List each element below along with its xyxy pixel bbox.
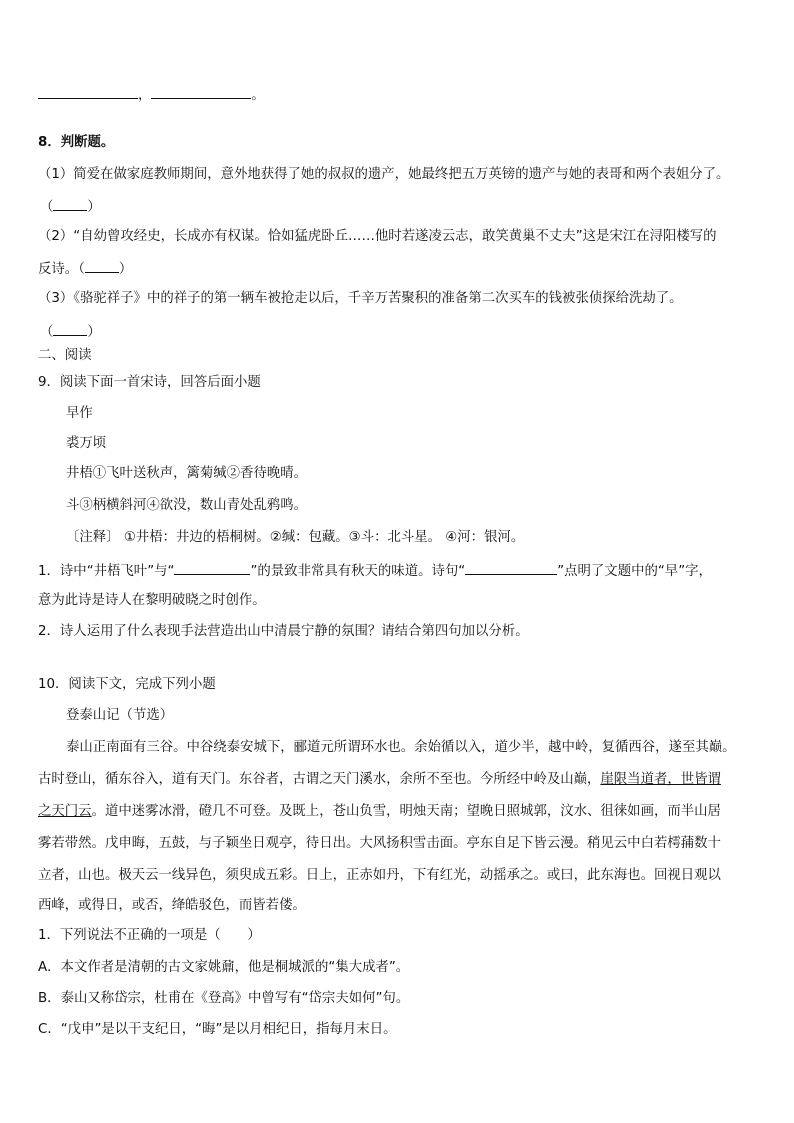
essay-line: 古时登山，循东谷入，道有天门。东谷者，古谓之天门溪水，余所不至也。今所经中岭及山巅，崖限当道者，世皆谓 <box>38 772 721 787</box>
q8-statement-3: （3）《骆驼祥子》中的祥子的第一辆车被抢走以后，千辛万苦聚积的准备第二次买车的钱被张侦探给洗劫了。 <box>38 291 683 306</box>
poem-title: 早作 <box>66 406 93 421</box>
question-10-title: 10．阅读下文，完成下列小题 <box>38 677 216 692</box>
answer-blank[interactable] <box>53 196 87 211</box>
option-a[interactable]: A．本文作者是清朝的古文家姚鼐，他是桐城派的“集大成者”。 <box>38 960 410 975</box>
answer-blank[interactable] <box>174 560 250 575</box>
q10-sub-1: 1．下列说法不正确的一项是（ ） <box>38 928 261 943</box>
answer-blank[interactable] <box>85 258 119 273</box>
q8-statement-1: （1）简爱在做家庭教师期间，意外地获得了她的叔叔的遗产，她最终把五万英镑的遗产与她的表哥和两个表姐分了。 <box>38 167 730 182</box>
essay-title: 登泰山记（节选） <box>66 708 174 723</box>
answer-blank[interactable] <box>53 321 87 336</box>
q9-sub-2: 2．诗人运用了什么表现手法营造出山中清晨宁静的氛围？请结合第四句加以分析。 <box>38 624 529 639</box>
q8-answer-1: （ ） <box>40 196 101 218</box>
option-b[interactable]: B．泰山又称岱宗，杜甫在《登高》中曾写有“岱宗夫如何”句。 <box>38 991 410 1006</box>
question-9-title: 9．阅读下面一首宋诗，回答后面小题 <box>38 375 261 390</box>
q8-statement-2-cont: 反诗。（ ） <box>38 258 132 280</box>
q8-answer-3: （ ） <box>40 321 101 343</box>
poem-notes: 〔注释〕 ①井梧：井边的梧桐树。②缄：包藏。③斗：北斗星。 ④河：银河。 <box>66 530 525 545</box>
poem-line-2: 斗③柄横斜河④欲没，数山青处乱鸦鸣。 <box>66 498 308 513</box>
q9-sub-1: 1．诗中“井梧飞叶”与“ ”的景致非常具有秋天的味道。诗句“ ”点明了文题中的“早”字， <box>38 560 712 582</box>
essay-line: 立者，山也。极天云一线异色，须臾成五彩。日上，正赤如丹，下有红光，动摇承之。或曰，此东海也。回视日观以 <box>38 868 721 883</box>
poem-author: 裘万顷 <box>66 436 107 451</box>
fill-blank-line: ， 。 <box>38 84 265 106</box>
option-c[interactable]: C．“戊申”是以干支纪日，“晦”是以月相纪日，指每月末日。 <box>38 1022 397 1037</box>
question-8-title: 8．判断题。 <box>38 135 115 150</box>
answer-blank[interactable] <box>465 560 557 575</box>
section-title: 二、阅读 <box>38 348 92 363</box>
q8-statement-2: （2）“自幼曾攻经史，长成亦有权谋。恰如猛虎卧丘……他时若遂凌云志，敢笑黄巢不丈夫”这是宋江在浔阳楼写的 <box>38 229 717 244</box>
q9-sub-1-cont: 意为此诗是诗人在黎明破晓之时创作。 <box>38 593 266 608</box>
essay-line: 之天门云。道中迷雾冰滑，磴几不可登。及既上，苍山负雪，明烛天南；望晚日照城郭，汶水、徂徕如画，而半山居 <box>38 804 721 819</box>
answer-blank[interactable] <box>151 84 251 99</box>
answer-blank[interactable] <box>38 84 138 99</box>
essay-line: 西峰，或得日，或否，绛皓驳色，而皆若偻。 <box>38 898 306 913</box>
essay-line: 雾若带然。戊申晦，五鼓，与子颖坐日观亭，待日出。大风扬积雪击面。亭东自足下皆云漫。稍见云中白若樗蒱数十 <box>38 836 721 851</box>
poem-line-1: 井梧①飞叶送秋声，篱菊缄②香待晚晴。 <box>66 466 308 481</box>
essay-line: 泰山正南面有三谷。中谷绕泰安城下，郦道元所谓环水也。余始循以入，道少半，越中岭，复循西谷，遂至其巅。 <box>66 740 736 755</box>
